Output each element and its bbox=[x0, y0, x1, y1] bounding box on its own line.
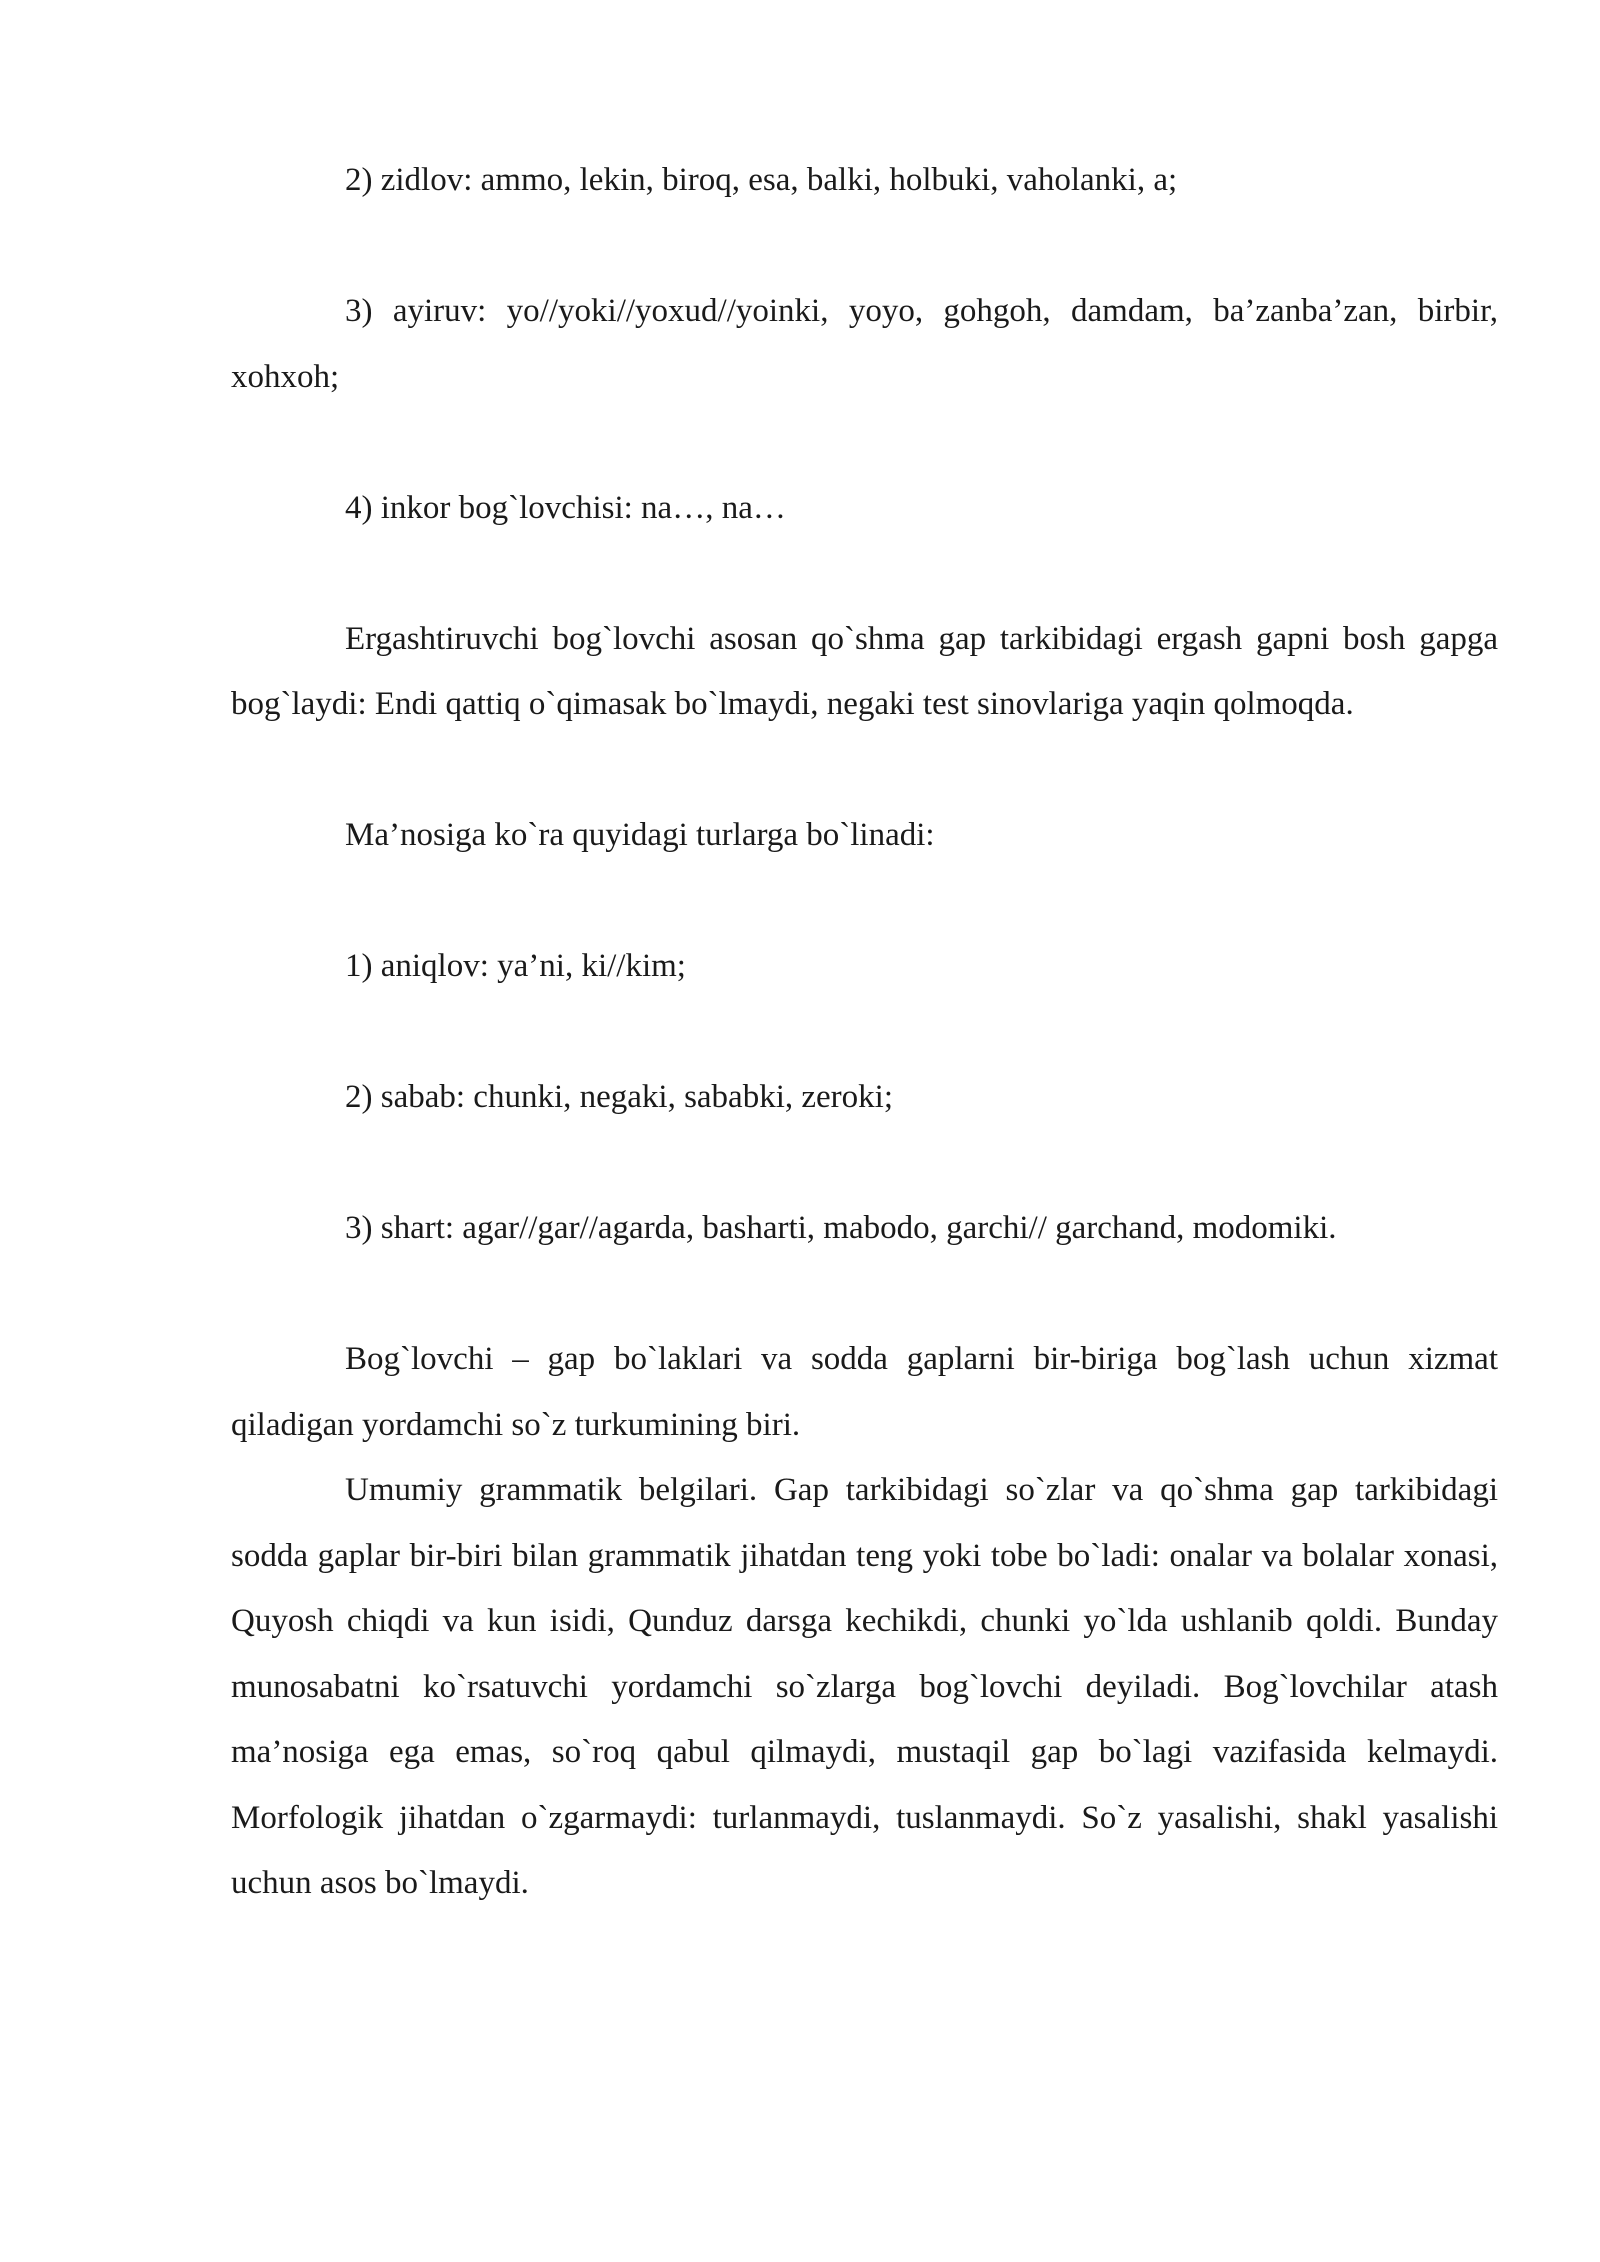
paragraph-manosiga: Ma’nosiga ko`ra quyidagi turlarga bo`linadi: bbox=[345, 817, 935, 853]
document-page bbox=[231, 148, 1498, 1917]
paragraph-sabab: 2) sabab: chunki, negaki, sababki, zeroki; bbox=[345, 1079, 893, 1115]
paragraph-shart: 3) shart: agar//gar//agarda, basharti, mabodo, garchi// garchand, modomiki. bbox=[345, 1210, 1337, 1246]
paragraph-umumiy-grammatik: Umumiy grammatik belgilari. Gap tarkibidagi so`zlar va qo`shma gap tarkibidagi sodda gaplar bir-biri bilan grammatik jihatdan teng yoki tobe bo`ladi: onalar va bolalar xonasi, Quyosh chiqdi va kun isidi, Qunduz darsga kechikdi, chunki yo`lda ushlanib qoldi. Bunday munosabatni ko`rsatuvchi yordamchi so`zlarga bog`lovchi deyiladi. Bog`lovchilar atash ma’nosiga ega emas, so`roq qabul qilmaydi, mustaqil gap bo`lagi vazifasida kelmaydi. Morfologik jihatdan o`zgarmaydi: turlanmaydi, tuslanmaydi. So`z yasalishi, shakl yasalishi uchun asos bo`lmaydi. bbox=[231, 1472, 1498, 1901]
paragraph-ergashtiruvchi: Ergashtiruvchi bog`lovchi asosan qo`shma gap tarkibidagi ergash gapni bosh gapga bog`laydi: Endi qattiq o`qimasak bo`lmaydi, negaki test sinovlariga yaqin qolmoqda. bbox=[231, 620, 1498, 722]
paragraph-zidlov: 2) zidlov: ammo, lekin, biroq, esa, balki, holbuki, vaholanki, a; bbox=[345, 162, 1178, 198]
paragraph-aniqlov: 1) aniqlov: ya’ni, ki//kim; bbox=[345, 948, 686, 984]
paragraph-ayiruv: 3) ayiruv: yo//yoki//yoxud//yoinki, yoyo, gohgoh, damdam, ba’zanba’zan, birbir, xohxoh; bbox=[231, 293, 1498, 395]
paragraph-inkor: 4) inkor bog`lovchisi: na…, na… bbox=[345, 489, 786, 526]
paragraph-boglovchi-definition: Bog`lovchi – gap bo`laklari va sodda gaplarni bir-biriga bog`lash uchun xizmat qiladigan yordamchi so`z turkumining biri. bbox=[231, 1341, 1498, 1443]
